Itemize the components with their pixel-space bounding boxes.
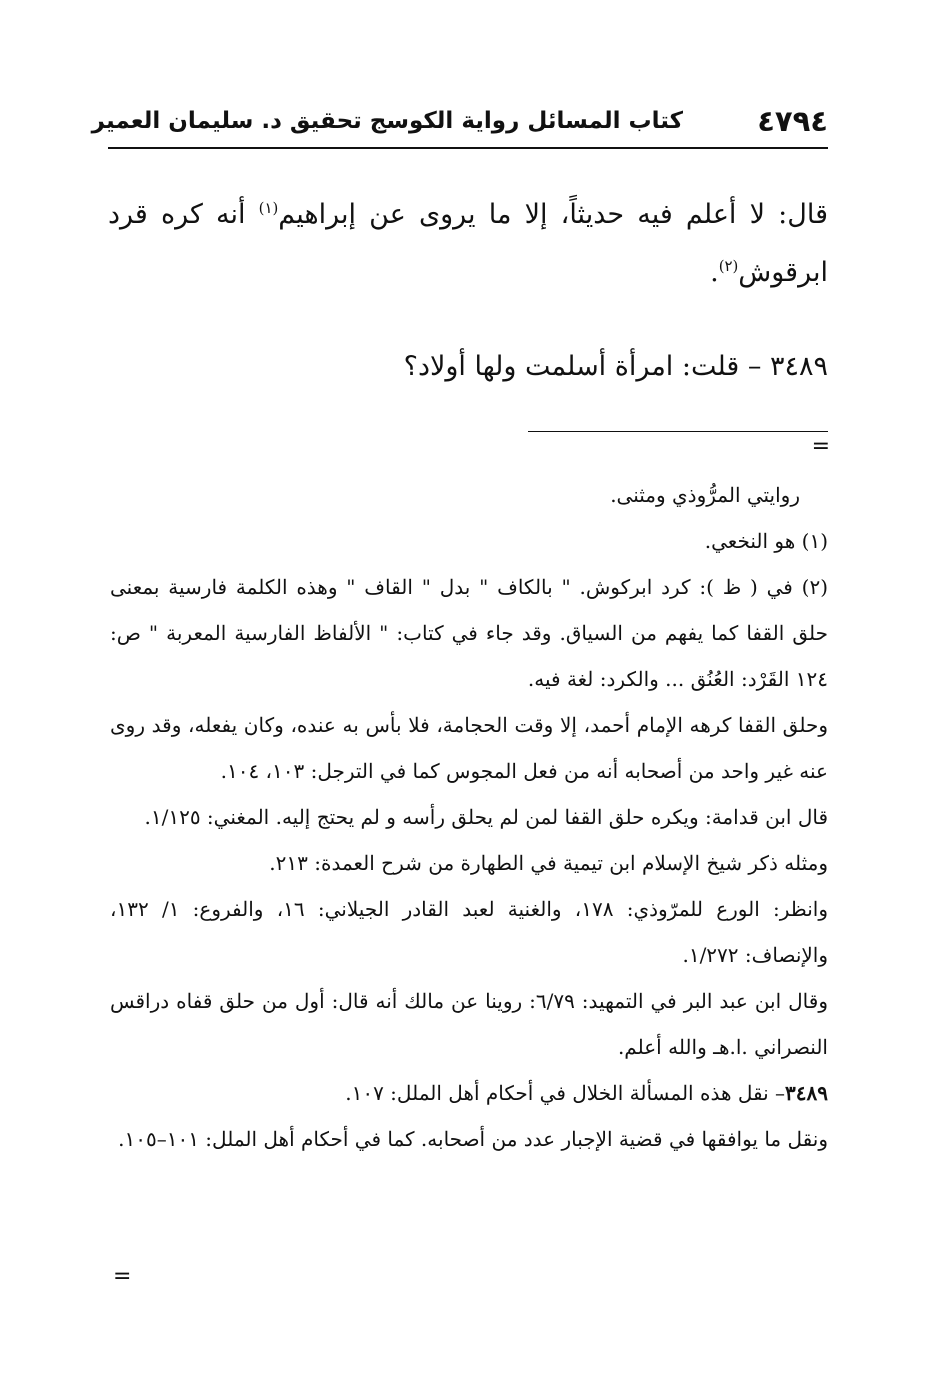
- main-text-part1: قال: لا أعلم فيه حديثاً، إلا ما يروى عن إبراهيم: [278, 199, 828, 230]
- question-text: – قلت: امرأة أسلمت ولها أولاد؟: [403, 351, 770, 382]
- footnote-line: ومثله ذكر شيخ الإسلام ابن تيمية في الطهارة من شرح العمدة: ٢١٣.: [269, 851, 828, 875]
- footnote-2-continued: وحلق القفا كرهه الإمام أحمد، إلا وقت الحجامة، فلا بأس به عنده، وكان يفعله، وقد روى عنه غير واحد من أصحابه أنه من فعل المجوس كما في الترجل: ١٠٣، ١٠٤.: [110, 713, 828, 783]
- main-text-part2: أنه كره قرد ابرقوش: [108, 199, 828, 288]
- footnotes-block: [110, 472, 828, 1162]
- running-title: كتاب المسائل رواية الكوسج تحقيق د. سليمان العمير: [91, 108, 683, 134]
- footnote-ref-2: (٢): [718, 257, 739, 275]
- footnote-final-line: ونقل ما يوافقها في قضية الإجبار عدد من أصحابه. كما في أحكام أهل الملل: ١٠١–١٠٥.: [118, 1127, 828, 1151]
- footnote-1: (١) هو النخعي.: [704, 529, 828, 553]
- main-text-end: .: [710, 257, 719, 288]
- footnote-3489-text: – نقل هذه المسألة الخلال في أحكام أهل الملل: ١٠٧.: [345, 1081, 786, 1105]
- main-paragraph: [108, 186, 828, 302]
- header-rule: [108, 147, 828, 149]
- footnote-2: (٢) في ( ظ ): كرد ابركوش. " بالكاف " بدل " القاف " وهذه الكلمة فارسية بمعنى حلق القفا كما يفهم من السياق. وقد جاء في كتاب: " الألفاظ الفارسية المعربة " ص: ١٢٤ القَرْد: العُنُق ... والكرد: لغة فيه.: [110, 575, 828, 691]
- continuation-mark-top: =: [811, 434, 830, 459]
- footnote-line: روايتي المرُّوذي ومثنى.: [610, 483, 800, 507]
- page-header: [91, 104, 828, 140]
- continuation-mark-bottom: =: [113, 1264, 132, 1289]
- footnote-separator-rule: [528, 431, 828, 432]
- footnote-line: وانظر: الورع للمرّوذي: ١٧٨، والغنية لعبد القادر الجيلاني: ١٦، والفروع: ١/ ١٣٢، والإنصاف: ١/٢٧٢.: [110, 897, 828, 967]
- footnote-line: قال ابن قدامة: ويكره حلق القفا لمن لم يحلق رأسه و لم يحتج إليه. المغني: ١/١٢٥.: [144, 805, 828, 829]
- page-number: ٤٧٩٤: [757, 104, 828, 138]
- footnote-ref-1: (١): [258, 199, 279, 217]
- footnote-3489: [110, 1070, 828, 1116]
- question-number: ٣٤٨٩: [769, 351, 828, 382]
- footnote-line: وقال ابن عبد البر في التمهيد: ٦/٧٩: روينا عن مالك أنه قال: أول من حلق قفاه دراقس النصراني .ا.هـ والله أعلم.: [110, 989, 828, 1059]
- footnote-3489-number: ٣٤٨٩: [785, 1081, 828, 1105]
- question-3489: [108, 342, 828, 392]
